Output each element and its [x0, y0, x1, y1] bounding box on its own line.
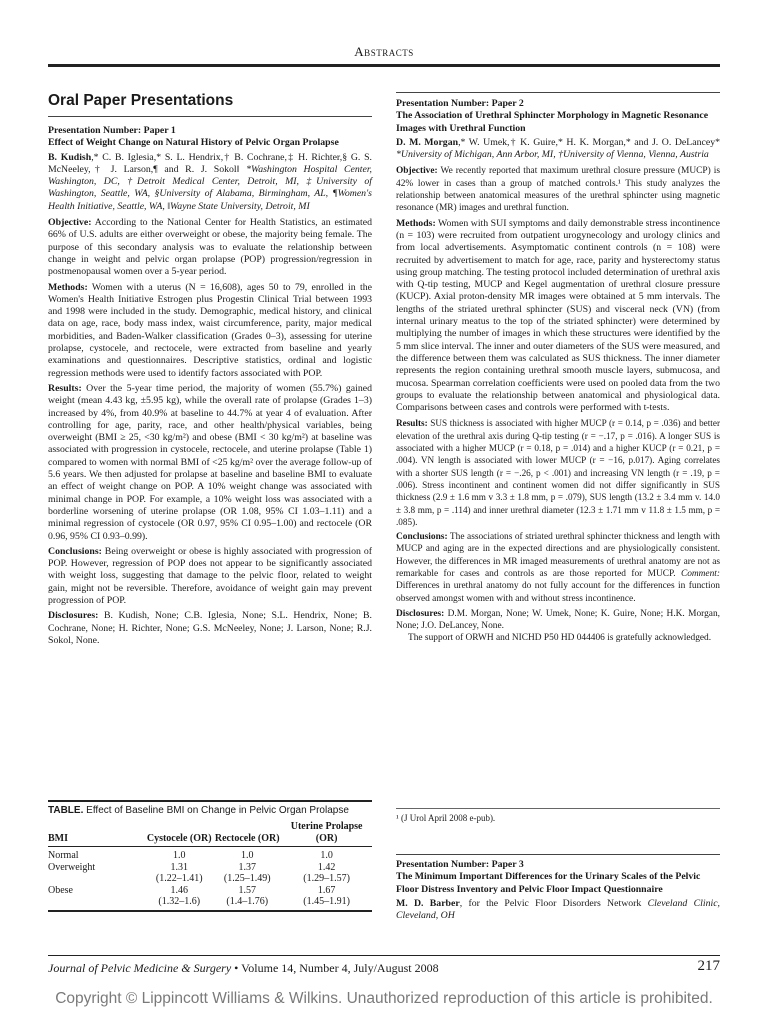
results-label: Results: [48, 382, 82, 394]
paper-1-conclusions [48, 546, 372, 607]
objective-text: According to the National Center for Health Statistics, an estimated 66% of U.S. adults are either overweight or obese, the majority being female. The purpose of this secondary analysis was to evaluate the relationship between change in weight and pelvic organ prolapse (POP) progression/regression in postmenopausal women over a 5-year period. [48, 217, 372, 278]
table-cell: 1.31 [170, 861, 188, 873]
header-rule [48, 64, 720, 67]
comment-text: Differences in urethral anatomy do not fully account for the differences in function observed amongst women with and without stress incontinence. [396, 581, 720, 604]
table-cell: Normal [48, 850, 79, 861]
paper-2-number: Presentation Number: Paper 2 [396, 98, 524, 109]
methods-text: Women with SUI symptoms and daily demonstrable stress incontinence (n = 103) were recruited from outpatient urogynecology and urology clinics and from local advertisements. Asymptomatic continent controls (n = 108) were recruited by advertisement to match for age, race, parity and hysterectomy status using group matching. The testing protocol included determination of urethral axis with Q-tip testing, MUCP and Kegel augmentation of urethral closure pressure (KUCP). Axial proton-density MR images were obtained at 5 mm intervals. The lengths of the striated urethral sphincter (SUS) and visceral neck (VN) (from internal urinary meatus to the top of the striated sphincter) were determined by multiplying the number of images in which these structures were identified by the 5 mm slice interval. The inner and outer diameters of the SUS were measured, and the difference between them was calculated as SUS thickness. The inner diameter represents the region containing urethral smooth muscle layers, submucosa, and mucosa. Spearman correlation coefficients were used on pooled data from the two groups to evaluate the relationship between anatomical and physiological data. Comparisons between cases and controls were performed with t-tests. [396, 217, 720, 414]
paper-1-number: Presentation Number: Paper 1 [48, 125, 176, 136]
table-caption [48, 805, 372, 817]
paper-2-objective [396, 165, 720, 214]
table-cell: 1.42 [317, 861, 336, 873]
paper-1-title: Effect of Weight Change on Natural History of Pelvic Organ Prolapse [48, 137, 339, 149]
paper-3-lead-author: M. D. Barber [396, 897, 460, 909]
paper-1-coauthors: ,* C. B. Iglesia,* S. L. Hendrix,† B. Cochrane,‡ H. Richter,§ G. S. McNeeley,† J. Larson,¶ and R. J. Sokol‖ [48, 151, 372, 175]
paper-1-objective [48, 217, 372, 278]
paper-2-support: The support of ORWH and NICHD P50 HD 044406 is gratefully acknowledged. [408, 633, 712, 644]
paper-3-coauthors: , for the Pelvic Floor Disorders Network [459, 897, 648, 909]
table-row [48, 847, 372, 862]
paper-2-conclusions [396, 531, 720, 605]
table-cell: (1.32–1.6) [158, 896, 201, 907]
paper-1-disclosures [48, 610, 372, 647]
table-cell [48, 896, 145, 908]
right-column [396, 92, 720, 645]
table-row [48, 862, 372, 874]
table-cell: (1.45–1.91) [303, 896, 350, 907]
results-text: SUS thickness is associated with higher MUCP (r = 0.14, p = .036) and better elevation of the urethral axis during Q-tip testing (r = −.17, p = .016). A longer SUS is associated with a higher MUCP (r = 0.18, p = .014) and a higher KUCP (r = 0.21, p = .004). VN length is associated with lower MUCP (r = −16, p.017). Aging correlates with a shorter SUS length (r = −.26, p < .001) and increasing VN length (r = .19, p = .006). Stress incontinent and continent women did not differ significantly in SUS thickness (2.9 ± 1.6 mm v 3.3 ± 1.8 mm, p = .079), SUS length (13.2 ± 3.4 mm v. 14.0 ± 3.8 mm, p = .114) and inner urethral diameter (12.3 ± 1.71 mm v 11.8 ± 1.5 mm, p = .085). [396, 418, 720, 527]
table-row [48, 873, 372, 885]
table-cell: Obese [48, 884, 73, 896]
paper-2-lead-author: D. M. Morgan [396, 136, 459, 148]
table-cell: 1.67 [317, 884, 336, 896]
bmi-table-grid [48, 821, 372, 908]
table-label: TABLE. [48, 805, 84, 816]
table-cell: 1.57 [238, 884, 256, 896]
bmi-table [48, 800, 372, 912]
methods-label: Methods: [396, 217, 436, 229]
paper-1-affiliations: *Washington Hospital Center, Washington, DC, †Detroit Medical Center, Detroit, MI, ‡University of Washington, Seattle, WA, §University of Alabama, Birmingham, AL, ¶Women's Health Initiative, Seattle, WA, ‖Wayne State University, Detroit, MI [48, 163, 372, 212]
table-cell: (1.22–1.41) [155, 873, 203, 884]
paper-3-title: The Minimum Important Differences for the Urinary Scales of the Pelvic Floor Distress Inventory and Pelvic Floor Impact Questionnaire [396, 871, 701, 895]
page-number: 217 [697, 958, 720, 974]
table-cell: (1.4–1.76) [226, 896, 269, 907]
footer-journal: Journal of Pelvic Medicine & Surgery [48, 961, 232, 975]
disclosures-label: Disclosures: [48, 610, 99, 622]
paper-1-methods [48, 282, 372, 380]
table-cell: 1.0 [240, 850, 254, 861]
table-cell: 1.0 [320, 850, 333, 861]
table-cell: 1.37 [238, 861, 256, 873]
footer-rule [48, 955, 720, 956]
paper-1-results [48, 383, 372, 543]
disclosures-text: B. Kudish, None; C.B. Iglesia, None; S.L. Hendrix, None; B. Cochrane, None; H. Richter, None; G.S. McNeeley, None; J. Larson, None; R.J. Sokol, None. [48, 610, 372, 646]
table-header-cystocele: Cystocele (OR) [145, 821, 213, 847]
table-row [48, 885, 372, 897]
results-text: Over the 5-year time period, the majority of women (55.7%) gained weight (mean 4.43 kg, ±5.95 kg), while the overall rate of prolapse (Grades 1–3) increased by 4%, from 40.9% at baseline to 44.7% at year 4 of evaluation. After controlling for age, parity, race, and other health/physical variables, being overweight (BMI ≥ 25, <30 kg/m²) and obese (BMI < 30 kg/m²) at baseline was associated with progression in cystocele, rectocele, and uterine prolapse (Table 1) compared to women with normal BMI of <25 kg/m² over the average follow-up of 5.6 years. We then adjusted for prolapse at baseline and baseline BMI to evaluate an effect of weight change on POP. A 10% weight change was associated with minimal change in POP. For example, a 10% weight loss was associated with a borderline worsening of uterine prolapse (OR 1.08, 95% CI 1.03–1.11) and a minimal regression of cystocele (OR 0.97, 95% CI 0.95–1.00) and rectocele (OR 0.96, 95% CI 0.93–0.99). [48, 382, 372, 542]
paper-1 [48, 125, 372, 647]
page-footer [48, 958, 720, 976]
results-label: Results: [396, 418, 428, 429]
conclusions-label: Conclusions: [48, 545, 102, 557]
paper-3-number: Presentation Number: Paper 3 [396, 859, 524, 870]
footer-issue: • Volume 14, Number 4, July/August 2008 [231, 961, 439, 975]
conclusions-text: The associations of striated urethral sphincter thickness and length with MUCP and aging are in the expected directions and are physiologically consistent. However, the differences in MR imaged measurements of urethral anatomy are not as remarkable for cases and controls as are those reported for MUCP. [396, 532, 720, 579]
paper-2-authors [396, 137, 720, 162]
table-header-rectocele: Rectocele (OR) [213, 821, 281, 847]
paper-2-results [396, 417, 720, 528]
table-cell: (1.29–1.57) [303, 873, 350, 884]
methods-label: Methods: [48, 281, 88, 293]
table-header-uterine: Uterine Prolapse (OR) [281, 821, 372, 847]
paper-1-lead-author: B. Kudish [48, 151, 92, 163]
running-head: Abstracts [354, 44, 414, 59]
table-header-bmi: BMI [48, 821, 145, 847]
methods-text: Women with a uterus (N = 16,608), ages 50 to 79, enrolled in the Women's Health Initiative Estrogen plus Progestin Clinical Trial between 1993 and 1998 were included in the study. Demographic, medical history, and clinical data on age, race, body mass index, waist circumference, parity, major medical morbidities, and Baden-Walker classification (Grades 0–3), assessing for uterine prolapse, cystocele, and rectocele, were extracted from baseline and yearly examinations and questionnaires. Descriptive statistics, ordinal and logistic regression methods were used to identify factors associated with POP. [48, 281, 372, 379]
objective-label: Objective: [396, 166, 438, 177]
table-caption-text: Effect of Baseline BMI on Change in Pelvic Organ Prolapse [83, 805, 349, 816]
table-cell: 1.46 [170, 884, 188, 896]
table-cell: (1.25–1.49) [223, 873, 271, 884]
disclosures-text: D.M. Morgan, None; W. Umek, None; K. Guire, None; H.K. Morgan, None; J.O. DeLancey, None. [396, 608, 720, 632]
paper-2-coauthors: ,* W. Umek,† K. Guire,* H. K. Morgan,* and J. O. DeLancey* [458, 136, 720, 148]
paper-3-affiliations: Cleveland Clinic, Cleveland, OH [396, 897, 721, 922]
paper-2 [396, 92, 720, 645]
paper-2-affiliations: *University of Michigan, Ann Arbor, MI, †University of Vienna, Vienna, Austria [396, 149, 709, 161]
table-cell: 1.0 [172, 850, 186, 861]
paper-2-disclosures [396, 608, 720, 633]
comment-label: Comment: [680, 568, 720, 579]
disclosures-label: Disclosures: [396, 608, 445, 619]
paper-3 [396, 854, 720, 926]
table-header-row [48, 821, 372, 847]
table-cell: Overweight [48, 861, 96, 873]
left-column [48, 92, 372, 650]
objective-text: We recently reported that maximum urethral closure pressure (MUCP) is 42% lower in cases than a group of matched controls.¹ This study analyzes the relationship between anatomical measures of the urethral sphincter using magnetic resonance (MR) images and urethral function. [396, 166, 720, 214]
table-bottom-rule [48, 908, 372, 912]
paper-3-authors [396, 898, 720, 923]
copyright-notice: Copyright © Lippincott Williams & Wilkins. Unauthorized reproduction of this article is prohibited. [55, 990, 713, 1007]
footnote: ¹ (J Urol April 2008 e-pub). [396, 808, 720, 823]
section-title: Oral Paper Presentations [48, 92, 372, 117]
paper-2-title: The Association of Urethral Sphincter Morphology in Magnetic Resonance Images with Urethral Function [396, 110, 709, 134]
conclusions-text: Being overweight or obese is highly associated with progression of POP. However, regression of POP does not appear to be significantly associated with weight loss, suggesting that damage to the pelvic floor, related to weight gain, might not be reversible. Therefore, avoidance of weight gain may prevent progression of POP. [48, 545, 372, 606]
objective-label: Objective: [48, 217, 92, 229]
table-cell [48, 873, 145, 885]
table-row [48, 896, 372, 908]
paper-1-authors [48, 152, 372, 213]
paper-2-methods [396, 218, 720, 415]
conclusions-label: Conclusions: [396, 532, 448, 543]
